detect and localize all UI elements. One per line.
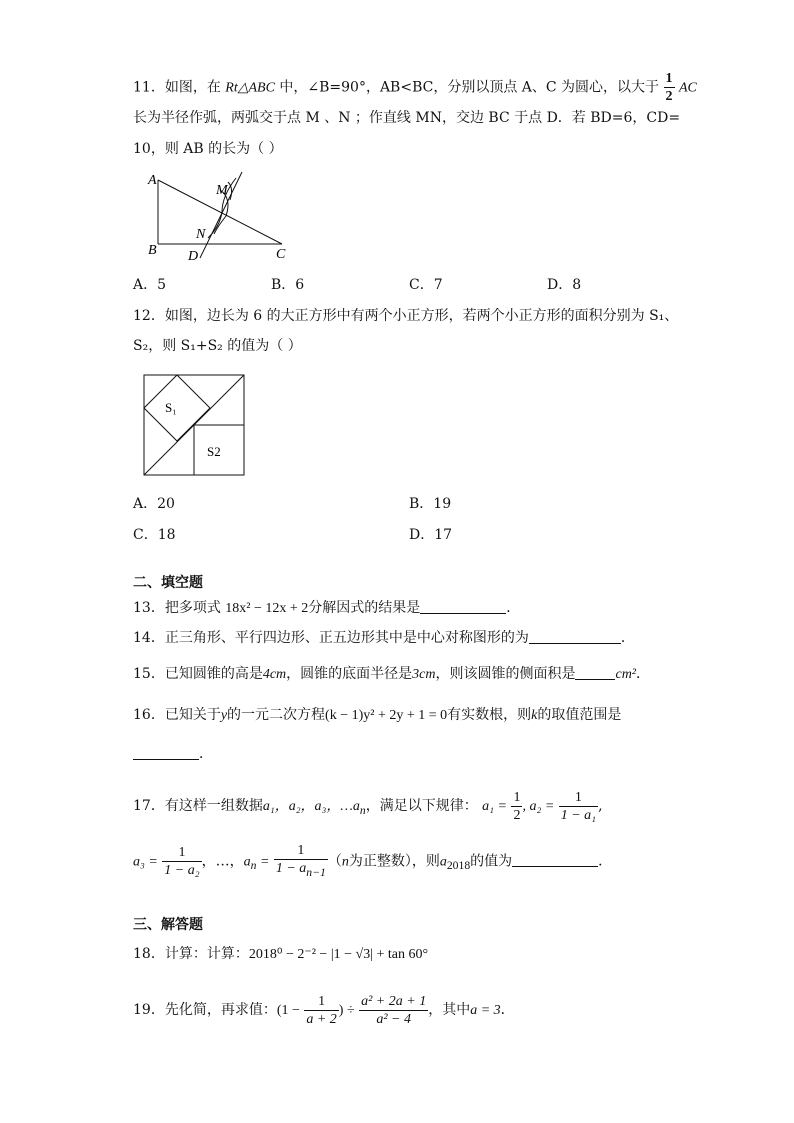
q13-answer-blank[interactable] — [420, 599, 506, 614]
q17-line2: a₃ = $\frac{1}{\text{1 − a₂}}$ ，…，$a_n$ = $\frac{1}{1 - a_{n-1}}$ （n为正整数），则$a_{2018}$的值为 ． — [133, 843, 613, 879]
fig-label-d: D — [188, 249, 199, 264]
q11-line2: 长为半径作弧，两弧交于点 M 、N ；作直线 MN，交边 BC 于点 D．若 BD=6，CD= — [133, 110, 681, 126]
fig-label-n: N — [196, 227, 206, 242]
section-fill-in: 二、填空题 — [133, 575, 203, 591]
q16-answer-blank[interactable] — [133, 745, 199, 760]
q17-answer-blank[interactable] — [512, 852, 598, 867]
q14: 14．正三角形、平行四边形、正五边形其中是中心对称图形的为 ． — [133, 630, 635, 646]
fig-label-s2: S2 — [207, 444, 221, 459]
a2-fraction: $\frac{1}{\text{1 − a₁}}$ — [560, 789, 597, 823]
fig-label-s1: S₁ — [165, 400, 177, 415]
fig-label-a: A — [148, 173, 157, 188]
q11-option-a[interactable]: A．5 — [133, 277, 167, 293]
q12-option-d[interactable]: D．17 — [409, 527, 453, 543]
q17-line1: 17．有这样一组数据a₁，a₂，a₃，$\dots a_n$，满足以下规律： a₁ = $\frac{1}{2}$ , a₂ = $\frac{1}{\text{1 − a₁}}$ , — [133, 789, 603, 823]
q11-option-d[interactable]: D．8 — [547, 277, 582, 293]
q12-figure — [143, 374, 247, 478]
half-fraction: $\frac{1}{2}$ — [665, 71, 673, 104]
an-fraction: $\frac{1}{1 - a_{n-1}}$ — [275, 843, 326, 879]
q19: 19．先化简，再求值：(1 − $\frac{1}{a + 2}$ ) ÷ $\frac{\text{a² + 2a + 1}}{\text{a² − 4}}$ ，其中a = 3． — [133, 993, 515, 1027]
q14-answer-blank[interactable] — [529, 629, 621, 644]
q12-line1: 12．如图，边长为 6 的大正方形中有两个小正方形，若两个小正方形的面积分别为 S₁、 — [133, 308, 679, 324]
q12-line2: S₂，则 S₁+S₂ 的值为（ ） — [133, 338, 302, 354]
fig-label-c: C — [276, 247, 286, 262]
q12-option-a[interactable]: A．20 — [133, 496, 175, 512]
q18: 18．计算：计算：2018⁰ − 2⁻² − |1 − √3| + tan 60° — [133, 946, 429, 962]
q12-option-b[interactable]: B．19 — [409, 496, 452, 512]
fig-label-b: B — [148, 243, 157, 258]
q13: 13．把多项式 18x² − 12x + 2分解因式的结果是 ． — [133, 600, 521, 616]
q12-option-c[interactable]: C．18 — [133, 527, 176, 543]
section-solve: 三、解答题 — [133, 917, 203, 933]
q19-fraction-1: $\frac{1}{a + 2}$ — [306, 993, 337, 1027]
q11-option-c[interactable]: C．7 — [409, 277, 443, 293]
q16-line2: ． — [133, 744, 213, 764]
fig-label-m: M — [216, 183, 228, 198]
q15: 15．已知圆锥的高是4cm，圆锥的底面半径是3cm，则该圆锥的侧面积是 cm²． — [133, 666, 651, 682]
q11-figure — [140, 168, 300, 266]
q15-answer-blank[interactable] — [575, 665, 615, 680]
a3-fraction: $\frac{1}{\text{1 − a₂}}$ — [164, 844, 200, 878]
q11-option-b[interactable]: B．6 — [271, 277, 305, 293]
q11-line1: 11．如图，在 Rt△ABC 中，∠B=90°，AB<BC，分别以顶点 A、C 为圆心，以大于 $\frac{1}{2}$ AC — [133, 71, 697, 104]
q11-line3: 10，则 AB 的长为（ ） — [133, 141, 283, 157]
q19-fraction-2: $\frac{\text{a² + 2a + 1}}{\text{a² − 4}}$ — [361, 993, 427, 1027]
q16-line1: 16．已知关于y的一元二次方程(k − 1)y² + 2y + 1 = 0有实数根，则k的取值范围是 — [133, 707, 622, 723]
a1-fraction: $\frac{1}{2}$ — [513, 789, 521, 823]
